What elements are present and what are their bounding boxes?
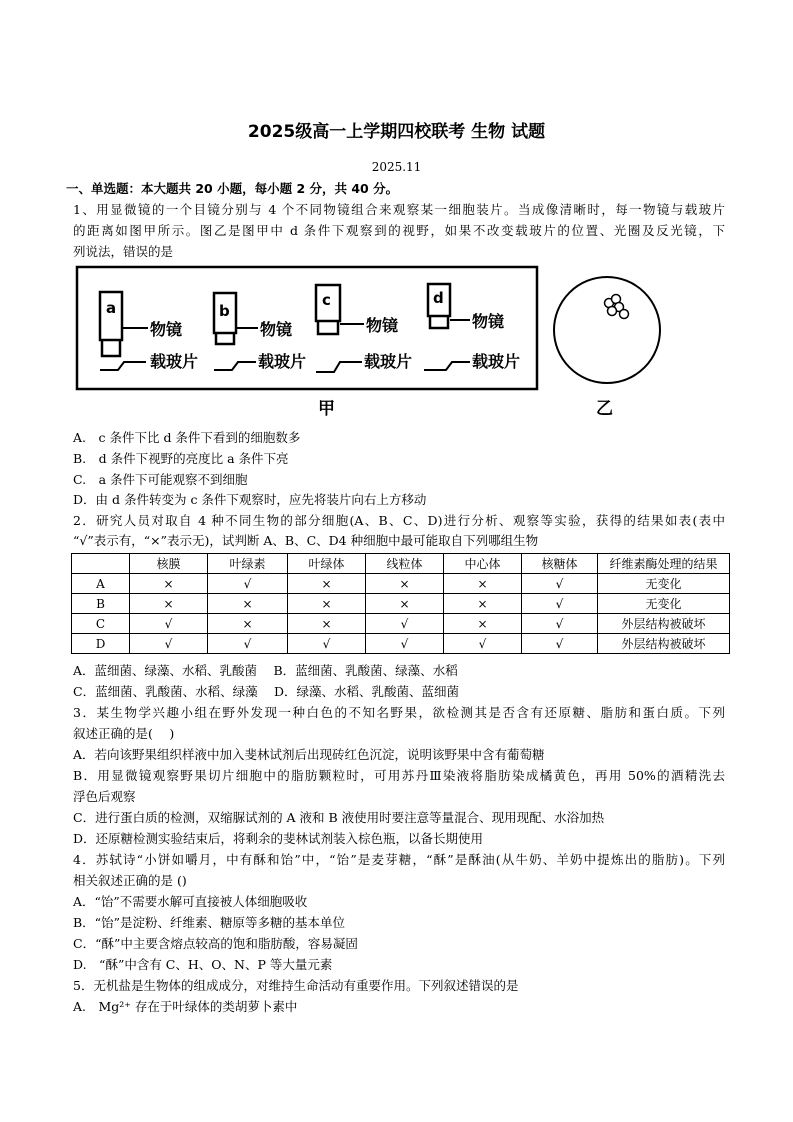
table-cell: √ [444, 634, 522, 654]
table-cell: √ [288, 634, 366, 654]
table-header-cell [72, 554, 130, 574]
table-cell: × [366, 594, 444, 614]
table-row [72, 634, 730, 654]
table-cell: × [288, 594, 366, 614]
table-cell: × [444, 574, 522, 594]
table-cell: √ [522, 634, 598, 654]
objective-letter: c [322, 291, 331, 309]
table-header-cell: 线粒体 [366, 554, 444, 574]
q4-option-d: D. “酥”中含有 C、H、O、N、P 等大量元素 [73, 957, 333, 972]
section-heading: 一、单选题：本大题共 20 小题，每小题 2 分，共 40 分。 [66, 181, 399, 196]
table-cell: √ [130, 614, 208, 634]
table-row [72, 574, 730, 594]
table-cell: A [72, 574, 130, 594]
q1-stem-line-2: 的距离如图甲所示。图乙是图甲中 d 条件下观察到的视野，如果不改变载玻片的位置、光圈及反光镜，下 [73, 223, 725, 238]
table-cell: D [72, 634, 130, 654]
table-cell: × [208, 614, 288, 634]
table-cell: × [208, 594, 288, 614]
page-title: 2025级高一上学期四校联考 生物 试题 [247, 122, 546, 142]
table-cell: × [288, 614, 366, 634]
slide-label: 载玻片 [472, 352, 521, 371]
table-cell: 外层结构被破坏 [598, 614, 730, 634]
objective-letter: a [106, 299, 117, 317]
table-cell: × [130, 574, 208, 594]
slide-label: 载玻片 [364, 352, 413, 371]
exam-date: 2025.11 [371, 160, 422, 174]
objective-letter: b [219, 302, 230, 320]
q2-stem-line-1: 2．研究人员对取自 4 种不同生物的部分细胞(A、B、C、D)进行分析、观察等实验，获得的结果如表(表中 [73, 513, 725, 528]
table-cell: × [444, 614, 522, 634]
table-header-cell: 叶绿素 [208, 554, 288, 574]
q3-option-b-continued: 浮色后观察 [73, 789, 136, 804]
q3-option-b: B．用显微镜观察野果切片细胞中的脂肪颗粒时，可用苏丹Ⅲ染液将脂肪染成橘黄色，再用 50%的酒精洗去 [73, 768, 725, 783]
cell-cluster [605, 295, 629, 319]
table-cell: 外层结构被破坏 [598, 634, 730, 654]
table-header-cell: 中心体 [444, 554, 522, 574]
q4-stem-line-2: 相关叙述正确的是 () [73, 873, 187, 888]
q1-option-d: D．由 d 条件转变为 c 条件下观察时，应先将装片向右上方移动 [73, 492, 427, 507]
table-cell: × [444, 594, 522, 614]
objective-label: 物镜 [366, 316, 399, 335]
q4-option-c: C．“酥”中主要含熔点较高的饱和脂肪酸，容易凝固 [73, 936, 358, 951]
q2-results-table [71, 553, 730, 654]
caption-yi: 乙 [596, 399, 613, 419]
table-header-cell: 纤维素酶处理的结果 [598, 554, 730, 574]
table-header-cell: 核糖体 [522, 554, 598, 574]
q1-option-c: C. a 条件下可能观察不到细胞 [73, 472, 248, 487]
q1-figure [0, 262, 793, 427]
q3-stem-line-1: 3．某生物学兴趣小组在野外发现一种白色的不知名野果，欲检测其是否含有还原糖、脂肪和蛋白质。下列 [73, 705, 725, 720]
q1-option-b: B. d 条件下视野的亮度比 a 条件下亮 [73, 451, 289, 466]
table-cell: × [130, 594, 208, 614]
q4-stem-line-1: 4．苏轼诗“小饼如嚼月，中有酥和饴”中，“饴”是麦芽糖，“酥”是酥油(从牛奶、羊奶中提炼出的脂肪)。下列 [73, 852, 725, 867]
table-cell: √ [208, 574, 288, 594]
table-row [72, 594, 730, 614]
table-cell: 无变化 [598, 594, 730, 614]
q2-options-line-2: C．蓝细菌、乳酸菌、水稻、绿藻 D．绿藻、水稻、乳酸菌、蓝细菌 [73, 684, 460, 699]
table-header-row [72, 554, 730, 574]
table-cell: × [366, 574, 444, 594]
table-header-cell: 叶绿体 [288, 554, 366, 574]
slide-label: 载玻片 [258, 352, 307, 371]
q4-option-a: A．“饴”不需要水解可直接被人体细胞吸收 [73, 894, 308, 909]
table-cell: √ [366, 634, 444, 654]
q2-stem-line-2: “√”表示有，“×”表示无)，试判断 A、B、C、D4 种细胞中最可能取自下列哪组生物 [73, 533, 539, 548]
q1-option-a: A. c 条件下比 d 条件下看到的细胞数多 [73, 430, 301, 445]
table-header-cell: 核膜 [130, 554, 208, 574]
table-cell: C [72, 614, 130, 634]
q1-stem-line-3: 列说法，错误的是 [73, 244, 174, 259]
objective-label: 物镜 [260, 320, 293, 339]
q3-option-a: A．若向该野果组织样液中加入斐林试剂后出现砖红色沉淀，说明该野果中含有葡萄糖 [73, 747, 545, 762]
q3-option-d: D．还原糖检测实验结束后，将剩余的斐林试剂装入棕色瓶，以备长期使用 [73, 831, 484, 846]
table-cell: √ [208, 634, 288, 654]
table-cell: √ [130, 634, 208, 654]
slide-label: 载玻片 [150, 352, 199, 371]
caption-jia: 甲 [318, 399, 335, 419]
table-cell: × [288, 574, 366, 594]
field-of-view-circle [554, 277, 660, 383]
table-cell: √ [522, 574, 598, 594]
q2-options-line-1: A．蓝细菌、绿藻、水稻、乳酸菌 B．蓝细菌、乳酸菌、绿藻、水稻 [73, 663, 458, 678]
objective-label: 物镜 [150, 320, 183, 339]
q3-option-c: C．进行蛋白质的检测，双缩脲试剂的 A 液和 B 液使用时要注意等量混合、现用现配、水浴加热 [73, 810, 605, 825]
table-row [72, 614, 730, 634]
q5-option-a: A. Mg²⁺ 存在于叶绿体的类胡萝卜素中 [73, 999, 298, 1014]
table-cell: B [72, 594, 130, 614]
q1-stem-line-1: 1、用显微镜的一个目镜分别与 4 个不同物镜组合来观察某一细胞装片。当成像清晰时，每一物镜与载玻片 [73, 202, 725, 217]
objective-letter: d [433, 289, 444, 307]
table-cell: √ [522, 614, 598, 634]
table-cell: 无变化 [598, 574, 730, 594]
q4-option-b: B．“饴”是淀粉、纤维素、糖原等多糖的基本单位 [73, 915, 345, 930]
q5-stem: 5．无机盐是生物体的组成成分，对维持生命活动有重要作用。下列叙述错误的是 [73, 978, 519, 993]
objective-label: 物镜 [472, 312, 505, 331]
table-cell: √ [522, 594, 598, 614]
table-cell: √ [366, 614, 444, 634]
objective-d [424, 284, 470, 370]
q3-stem-line-2: 叙述正确的是( ) [73, 726, 175, 741]
